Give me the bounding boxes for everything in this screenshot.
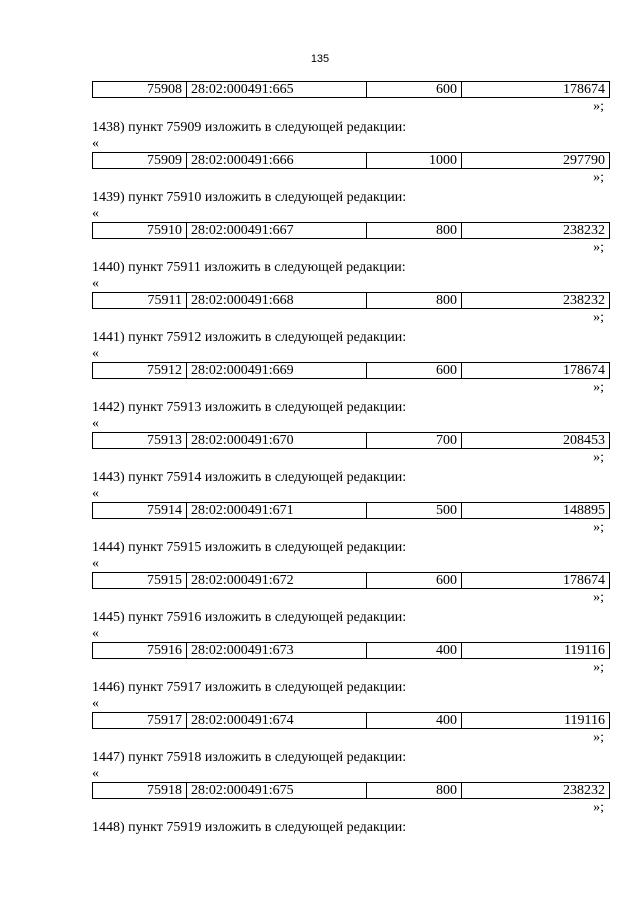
cell-number: 75915 bbox=[93, 573, 187, 589]
cell-area: 600 bbox=[367, 82, 462, 98]
amendment-paragraph: 1447) пункт 75918 изложить в следующей редакции: bbox=[92, 750, 407, 765]
open-quote: « bbox=[92, 346, 99, 361]
cell-cadastral: 28:02:000491:667 bbox=[187, 223, 367, 239]
cell-value: 148895 bbox=[462, 503, 610, 519]
open-quote: « bbox=[92, 486, 99, 501]
close-quote: »; bbox=[593, 590, 604, 605]
cell-value: 178674 bbox=[462, 363, 610, 379]
cell-number: 75911 bbox=[93, 293, 187, 309]
close-quote: »; bbox=[593, 800, 604, 815]
cell-area: 400 bbox=[367, 643, 462, 659]
open-quote: « bbox=[92, 136, 99, 151]
cell-cadastral: 28:02:000491:669 bbox=[187, 363, 367, 379]
table-row bbox=[92, 81, 610, 98]
open-quote: « bbox=[92, 206, 99, 221]
cell-number: 75918 bbox=[93, 783, 187, 799]
cell-number: 75908 bbox=[93, 82, 187, 98]
open-quote: « bbox=[92, 556, 99, 571]
amendment-paragraph: 1444) пункт 75915 изложить в следующей редакции: bbox=[92, 540, 407, 555]
close-quote: »; bbox=[593, 99, 604, 114]
open-quote: « bbox=[92, 276, 99, 291]
table-row bbox=[92, 292, 610, 309]
cell-number: 75917 bbox=[93, 713, 187, 729]
cell-value: 297790 bbox=[462, 153, 610, 169]
cell-area: 800 bbox=[367, 223, 462, 239]
cell-value: 178674 bbox=[462, 82, 610, 98]
close-quote: »; bbox=[593, 520, 604, 535]
amendment-block bbox=[0, 820, 640, 900]
amendment-paragraph: 1448) пункт 75919 изложить в следующей редакции: bbox=[92, 820, 407, 835]
open-quote: « bbox=[92, 416, 99, 431]
cell-area: 500 bbox=[367, 503, 462, 519]
amendment-paragraph: 1438) пункт 75909 изложить в следующей редакции: bbox=[92, 120, 407, 135]
close-quote: »; bbox=[593, 240, 604, 255]
close-quote: »; bbox=[593, 170, 604, 185]
cell-area: 600 bbox=[367, 573, 462, 589]
amendment-paragraph: 1439) пункт 75910 изложить в следующей редакции: bbox=[92, 190, 407, 205]
cell-number: 75913 bbox=[93, 433, 187, 449]
cell-area: 700 bbox=[367, 433, 462, 449]
amendment-paragraph: 1441) пункт 75912 изложить в следующей редакции: bbox=[92, 330, 407, 345]
cell-area: 1000 bbox=[367, 153, 462, 169]
table-row bbox=[92, 222, 610, 239]
table-row bbox=[92, 362, 610, 379]
table-row bbox=[92, 782, 610, 799]
cell-value: 178674 bbox=[462, 573, 610, 589]
page-number: 135 bbox=[310, 53, 330, 65]
cell-number: 75914 bbox=[93, 503, 187, 519]
cell-cadastral: 28:02:000491:671 bbox=[187, 503, 367, 519]
open-quote: « bbox=[92, 766, 99, 781]
close-quote: »; bbox=[593, 660, 604, 675]
cell-cadastral: 28:02:000491:665 bbox=[187, 82, 367, 98]
table-row bbox=[92, 572, 610, 589]
cell-value: 119116 bbox=[462, 713, 610, 729]
amendment-paragraph: 1446) пункт 75917 изложить в следующей редакции: bbox=[92, 680, 407, 695]
amendment-paragraph: 1445) пункт 75916 изложить в следующей редакции: bbox=[92, 610, 407, 625]
cell-cadastral: 28:02:000491:668 bbox=[187, 293, 367, 309]
cell-cadastral: 28:02:000491:674 bbox=[187, 713, 367, 729]
table-row bbox=[92, 152, 610, 169]
cell-value: 208453 bbox=[462, 433, 610, 449]
cell-cadastral: 28:02:000491:675 bbox=[187, 783, 367, 799]
open-quote: « bbox=[92, 626, 99, 641]
table-row bbox=[92, 432, 610, 449]
cell-value: 238232 bbox=[462, 223, 610, 239]
table-row bbox=[92, 712, 610, 729]
cell-number: 75910 bbox=[93, 223, 187, 239]
cell-cadastral: 28:02:000491:666 bbox=[187, 153, 367, 169]
open-quote: « bbox=[92, 696, 99, 711]
cell-number: 75912 bbox=[93, 363, 187, 379]
cell-number: 75916 bbox=[93, 643, 187, 659]
cell-number: 75909 bbox=[93, 153, 187, 169]
amendment-paragraph: 1442) пункт 75913 изложить в следующей редакции: bbox=[92, 400, 407, 415]
cell-cadastral: 28:02:000491:672 bbox=[187, 573, 367, 589]
cell-value: 119116 bbox=[462, 643, 610, 659]
cell-area: 800 bbox=[367, 783, 462, 799]
cell-value: 238232 bbox=[462, 293, 610, 309]
cell-value: 238232 bbox=[462, 783, 610, 799]
document-body bbox=[0, 81, 640, 900]
close-quote: »; bbox=[593, 380, 604, 395]
cell-cadastral: 28:02:000491:673 bbox=[187, 643, 367, 659]
amendment-paragraph: 1443) пункт 75914 изложить в следующей редакции: bbox=[92, 470, 407, 485]
cell-area: 800 bbox=[367, 293, 462, 309]
amendment-paragraph: 1440) пункт 75911 изложить в следующей редакции: bbox=[92, 260, 406, 275]
close-quote: »; bbox=[593, 310, 604, 325]
cell-area: 600 bbox=[367, 363, 462, 379]
close-quote: »; bbox=[593, 730, 604, 745]
table-row bbox=[92, 502, 610, 519]
cell-cadastral: 28:02:000491:670 bbox=[187, 433, 367, 449]
close-quote: »; bbox=[593, 450, 604, 465]
cell-area: 400 bbox=[367, 713, 462, 729]
table-row bbox=[92, 642, 610, 659]
